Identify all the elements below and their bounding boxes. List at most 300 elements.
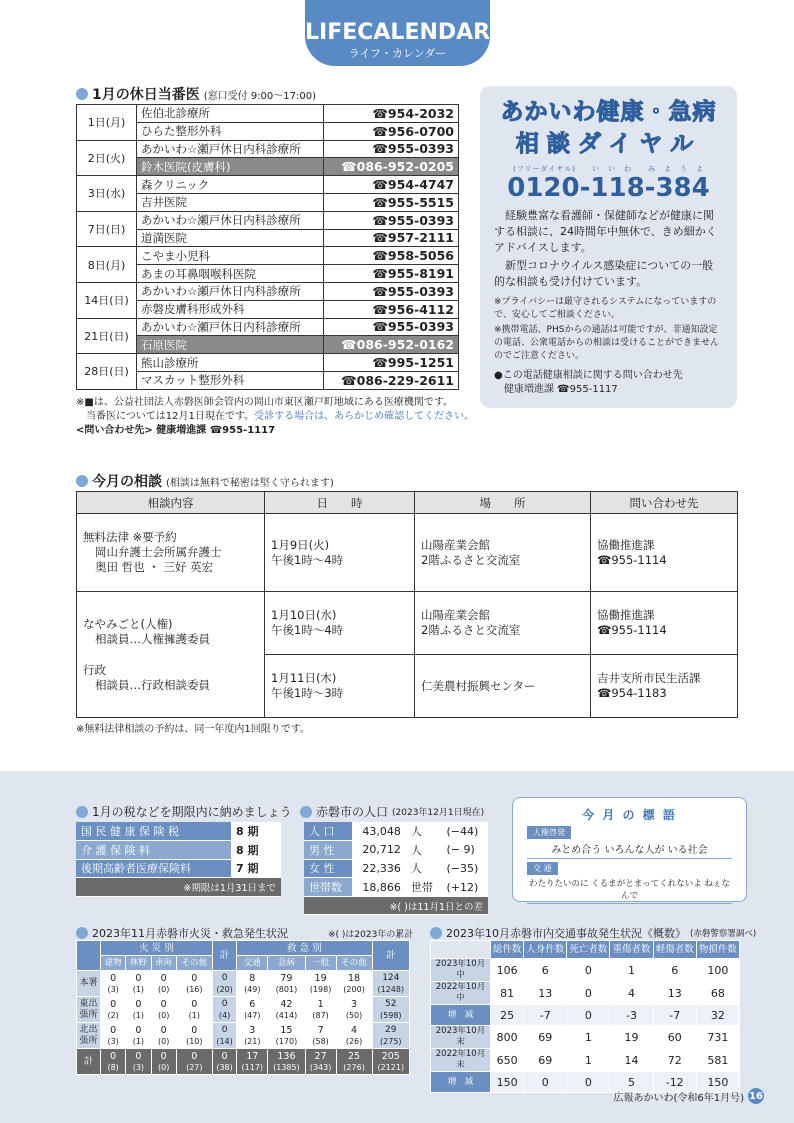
fire-cell bbox=[372, 971, 409, 997]
fire-cell-value: 0 bbox=[135, 1050, 142, 1062]
fire-cell-value: 0 bbox=[135, 972, 142, 984]
traffic-cell: 60 bbox=[653, 1026, 696, 1049]
holiday-row bbox=[77, 140, 459, 158]
consult-text: 協働推進課 bbox=[597, 537, 655, 552]
holiday-subtitle: (窓口受付 9:00〜17:00) bbox=[203, 90, 317, 102]
holiday-tel: ☎995-1251 bbox=[323, 354, 458, 372]
fire-cell-cumulative: (2) bbox=[107, 1010, 119, 1020]
fire-cell-cumulative: (26) bbox=[345, 1036, 363, 1046]
holiday-tel: ☎955-8191 bbox=[323, 265, 458, 283]
traffic-row-label: 増 減 bbox=[431, 1072, 491, 1093]
fire-cell-value: 0 bbox=[160, 998, 167, 1010]
fire-cell-value: 29 bbox=[385, 1024, 397, 1035]
dial-note-2: ※携帯電話、PHSからの通話は可能ですが、非通知設定の電話、公衆電話からの相談は受けることができませんのでご注意ください。 bbox=[494, 325, 720, 361]
fire-cell bbox=[101, 1049, 126, 1075]
fire-row bbox=[77, 1023, 410, 1049]
dial-paragraph-2: 新型コロナウイルス感染症についての一般的な相談も受け付けています。 bbox=[494, 259, 714, 288]
consult-text: なやみごと(人権) bbox=[83, 616, 173, 631]
consult-header: 日 時 bbox=[265, 492, 415, 514]
slogan-tag-2: 交 通 bbox=[527, 862, 558, 875]
fire-cell-cumulative: (1) bbox=[132, 1036, 145, 1046]
ambulance-col-header: 交通 bbox=[237, 956, 268, 971]
population-subtitle: (2023年12月1日現在) bbox=[392, 808, 485, 818]
slogan-text-1: みとめ合う いろんな人が いる社会 bbox=[527, 841, 732, 859]
traffic-cell: 32 bbox=[696, 1005, 739, 1026]
population-num: 18,866 bbox=[352, 878, 406, 897]
fire-cell bbox=[126, 1023, 151, 1049]
traffic-cell: 150 bbox=[491, 1072, 524, 1093]
fire-cell-cumulative: (343) bbox=[309, 1062, 332, 1072]
holiday-clinic: 石原医院 bbox=[137, 336, 324, 354]
fire-cell bbox=[237, 1049, 268, 1075]
fire-cell-value: 0 bbox=[221, 1024, 228, 1035]
holiday-clinic: 道満医院 bbox=[137, 229, 324, 247]
fire-cell bbox=[126, 971, 151, 997]
dial-heading bbox=[494, 96, 723, 160]
holiday-day: 7日(日) bbox=[77, 211, 137, 247]
dial-number: 0120-118-384 bbox=[507, 173, 710, 203]
consult-text: 1月11日(木) bbox=[271, 671, 337, 685]
holiday-note-2a: 当番医については12月1日現在です。 bbox=[86, 411, 255, 422]
bullet-icon bbox=[430, 927, 442, 939]
fire-cell bbox=[151, 1023, 176, 1049]
tax-note: ※期限は1月31日まで bbox=[76, 878, 281, 897]
consult-table bbox=[76, 491, 738, 718]
consult-text: 山陽産業会館 bbox=[421, 608, 490, 622]
traffic-header-row bbox=[431, 941, 740, 959]
page-footer bbox=[613, 1088, 764, 1104]
population-label: 女 性 bbox=[304, 859, 352, 878]
consult-header: 場 所 bbox=[415, 492, 591, 514]
fire-cell-cumulative: (598) bbox=[380, 1010, 402, 1020]
traffic-cell: 0 bbox=[567, 959, 610, 982]
consult-row bbox=[77, 514, 738, 592]
holiday-row bbox=[77, 176, 459, 194]
holiday-clinic: 吉井医院 bbox=[137, 193, 324, 211]
consult-text: ☎954-1183 bbox=[597, 686, 667, 700]
holiday-tel: ☎955-5515 bbox=[323, 193, 458, 211]
traffic-cell: 14 bbox=[610, 1049, 653, 1072]
fire-cell-cumulative: (49) bbox=[244, 984, 261, 994]
traffic-table bbox=[430, 940, 740, 1093]
fire-row-label: 東出張所 bbox=[77, 997, 101, 1023]
traffic-row bbox=[431, 982, 740, 1005]
population-unit: 人 bbox=[406, 822, 442, 841]
traffic-cell: 1 bbox=[567, 1026, 610, 1049]
fire-cell bbox=[126, 997, 151, 1023]
population-unit: 人 bbox=[406, 841, 442, 860]
fire-cell-cumulative: (21) bbox=[244, 1036, 261, 1046]
holiday-clinic: マスカット整形外科 bbox=[137, 371, 324, 389]
traffic-title bbox=[430, 925, 756, 941]
header-tab bbox=[305, 0, 490, 66]
fire-cell-cumulative: (3) bbox=[107, 984, 119, 994]
consult-contact bbox=[591, 592, 738, 655]
consult-text: 行政 bbox=[83, 662, 106, 677]
slogan-title: 今 月 の 標 語 bbox=[582, 808, 677, 822]
traffic-cell: 0 bbox=[567, 1005, 610, 1026]
consult-place bbox=[415, 514, 591, 592]
tax-value: 8 期 bbox=[231, 841, 281, 860]
traffic-cell: 1 bbox=[567, 1049, 610, 1072]
consult-text: 2階ふるさと交流室 bbox=[421, 552, 521, 567]
fire-cell bbox=[336, 997, 372, 1023]
fire-cell-value: 136 bbox=[277, 1050, 296, 1062]
consult-text: ☎955-1114 bbox=[597, 552, 667, 567]
fire-cell-value: 3 bbox=[351, 998, 358, 1010]
consult-contact bbox=[591, 655, 738, 718]
population-row bbox=[304, 878, 488, 897]
consult-text: 午後1時〜3時 bbox=[271, 686, 344, 700]
dial-inquiry bbox=[494, 369, 723, 397]
traffic-row bbox=[431, 1026, 740, 1049]
traffic-cell: 13 bbox=[653, 982, 696, 1005]
bullet-icon bbox=[76, 475, 88, 487]
traffic-row-label: 2023年10月末 bbox=[431, 1026, 491, 1049]
holiday-clinic: あかいわ☆瀬戸休日内科診療所 bbox=[137, 140, 324, 158]
fire-cell bbox=[212, 997, 237, 1023]
holiday-clinic: こやま小児科 bbox=[137, 247, 324, 265]
fire-cell-value: 1 bbox=[317, 998, 324, 1010]
dial-inquiry-2: 健康増進課 ☎955-1117 bbox=[504, 384, 618, 395]
traffic-cell: 0 bbox=[524, 1072, 567, 1093]
traffic-cell: 731 bbox=[696, 1026, 739, 1049]
fire-cell bbox=[268, 1049, 305, 1075]
traffic-col-header: 人身件数 bbox=[524, 941, 567, 959]
holiday-clinic: ひらた整形外科 bbox=[137, 122, 324, 140]
traffic-cell: 19 bbox=[610, 1026, 653, 1049]
traffic-cell: 13 bbox=[524, 982, 567, 1005]
consult-datetime bbox=[265, 592, 415, 655]
fire-cell-cumulative: (0) bbox=[157, 1036, 170, 1046]
consult-title-text: 今月の相談 bbox=[92, 474, 162, 490]
holiday-clinic: あかいわ☆瀬戸休日内科診療所 bbox=[137, 318, 324, 336]
traffic-cell: 72 bbox=[653, 1049, 696, 1072]
consult-row bbox=[77, 592, 738, 655]
traffic-cell: 4 bbox=[610, 982, 653, 1005]
holiday-tel: ☎086-952-0205 bbox=[323, 158, 458, 176]
fire-cell-cumulative: (38) bbox=[216, 1062, 233, 1072]
fire-cell-cumulative: (1) bbox=[188, 1010, 200, 1020]
ambulance-group: 救 急 別 bbox=[237, 941, 372, 956]
traffic-row-label: 2022年10月中 bbox=[431, 982, 491, 1005]
slogan-box bbox=[512, 797, 747, 902]
fire-cell bbox=[212, 971, 237, 997]
holiday-clinic: 佐伯北診療所 bbox=[137, 105, 324, 123]
population-row bbox=[304, 822, 488, 841]
consult-text: ☎955-1114 bbox=[597, 623, 667, 637]
holiday-row bbox=[77, 318, 459, 336]
holiday-tel: ☎955-0393 bbox=[323, 318, 458, 336]
fire-cell bbox=[101, 997, 126, 1023]
holiday-table bbox=[76, 104, 459, 390]
fire-cell bbox=[237, 971, 268, 997]
holiday-tel: ☎956-0700 bbox=[323, 122, 458, 140]
traffic-cell: 68 bbox=[696, 982, 739, 1005]
traffic-cell: -3 bbox=[610, 1005, 653, 1026]
fire-cell-cumulative: (14) bbox=[216, 1036, 233, 1046]
traffic-cell: -7 bbox=[524, 1005, 567, 1026]
holiday-tel: ☎086-229-2611 bbox=[323, 371, 458, 389]
consult-text: 1月9日(火) bbox=[271, 537, 330, 552]
population-label: 世帯数 bbox=[304, 878, 352, 897]
fire-cell bbox=[176, 1049, 212, 1075]
fire-cell-cumulative: (58) bbox=[312, 1036, 329, 1046]
fire-cell-cumulative: (0) bbox=[157, 984, 170, 994]
fire-cell-value: 17 bbox=[246, 1050, 259, 1062]
tax-label: 後期高齢者医療保険料 bbox=[76, 859, 231, 878]
fire-cell-value: 42 bbox=[280, 998, 293, 1010]
fire-subheader-row bbox=[77, 956, 410, 971]
holiday-clinic: あかいわ☆瀬戸休日内科診療所 bbox=[137, 282, 324, 300]
holiday-row bbox=[77, 211, 459, 229]
fire-cell-cumulative: (0) bbox=[157, 1062, 170, 1072]
fire-cell-value: 0 bbox=[221, 1050, 228, 1062]
fire-col-header: 車両 bbox=[151, 956, 176, 971]
tax-title bbox=[76, 803, 292, 820]
health-dial-box bbox=[480, 86, 737, 408]
traffic-cell: 6 bbox=[653, 959, 696, 982]
fire-cell-value: 0 bbox=[191, 972, 198, 984]
fire-cell-value: 0 bbox=[110, 1024, 117, 1036]
traffic-col-header: 物損件数 bbox=[696, 941, 739, 959]
holiday-clinic: 熊山診療所 bbox=[137, 354, 324, 372]
fire-cell-value: 4 bbox=[351, 1024, 358, 1036]
fire-cell-value: 0 bbox=[135, 998, 142, 1010]
fire-cell bbox=[101, 1023, 126, 1049]
page-number: 16 bbox=[748, 1088, 764, 1104]
holiday-note-1: ※■は、公益社団法人赤磐医師会管内の岡山市東区瀬戸町地域にある医療機関です。 bbox=[76, 397, 454, 408]
holiday-contact: <問い合わせ先> 健康増進課 ☎955-1117 bbox=[76, 425, 276, 436]
fire-cell bbox=[372, 997, 409, 1023]
fire-cell-cumulative: (200) bbox=[343, 984, 365, 994]
consult-text: 岡山弁護士会所属弁護士 bbox=[95, 545, 222, 559]
holiday-tel: ☎954-2032 bbox=[323, 105, 458, 123]
holiday-tel: ☎958-5056 bbox=[323, 247, 458, 265]
holiday-tel: ☎954-4747 bbox=[323, 176, 458, 194]
slogan-text-2: わたりたいのに くるまがとまってくれないよ ねぇなんで bbox=[527, 877, 732, 904]
traffic-cell: 106 bbox=[491, 959, 524, 982]
fire-cell bbox=[176, 1023, 212, 1049]
fire-corner bbox=[77, 941, 101, 971]
fire-cell-cumulative: (1385) bbox=[273, 1062, 300, 1072]
consult-text: 相談員…行政相談委員 bbox=[95, 677, 210, 692]
dial-inquiry-1: ●この電話健康相談に関する問い合わせ先 bbox=[494, 370, 683, 381]
fire-col-header: 建物 bbox=[101, 956, 126, 971]
fire-cell-value: 7 bbox=[317, 1024, 324, 1036]
fire-cell-value: 0 bbox=[221, 998, 228, 1009]
bullet-icon bbox=[300, 806, 312, 818]
fire-cell-cumulative: (16) bbox=[186, 984, 203, 994]
fire-cell bbox=[336, 1049, 372, 1075]
traffic-row bbox=[431, 959, 740, 982]
consult-datetime bbox=[265, 655, 415, 718]
fire-cell-cumulative: (4) bbox=[218, 1010, 231, 1020]
dial-heading-2: 相談ダイヤル bbox=[515, 131, 702, 157]
fire-cell bbox=[101, 971, 126, 997]
population-unit: 世帯 bbox=[406, 878, 442, 897]
consult-title bbox=[76, 471, 334, 491]
fire-cell-value: 0 bbox=[110, 998, 117, 1010]
population-note-row bbox=[304, 896, 488, 915]
consult-content bbox=[77, 592, 265, 718]
fire-cell-value: 15 bbox=[280, 1024, 293, 1036]
fire-cell-value: 8 bbox=[249, 972, 256, 984]
tax-table bbox=[76, 822, 281, 897]
holiday-note-2 bbox=[76, 410, 474, 424]
traffic-row bbox=[431, 1049, 740, 1072]
population-label: 男 性 bbox=[304, 841, 352, 860]
fire-title bbox=[76, 925, 413, 941]
fire-cell-value: 0 bbox=[160, 1024, 167, 1036]
holiday-notes bbox=[76, 396, 474, 438]
traffic-col-header: 総件数 bbox=[491, 941, 524, 959]
consult-content bbox=[77, 514, 265, 592]
fire-row bbox=[77, 1049, 410, 1075]
traffic-cell: 25 bbox=[491, 1005, 524, 1026]
holiday-tel: ☎955-0393 bbox=[323, 140, 458, 158]
traffic-cell: 6 bbox=[524, 959, 567, 982]
population-num: 20,712 bbox=[352, 841, 406, 860]
tax-label: 介 護 保 険 料 bbox=[76, 841, 231, 860]
consult-text: 吉井支所市民生活課 bbox=[597, 671, 701, 685]
dial-ruby: (フリーダイヤル) い い わ み よ う よ bbox=[513, 165, 704, 173]
fire-cell bbox=[336, 1023, 372, 1049]
fire-cell-cumulative: (20) bbox=[216, 984, 233, 994]
holiday-tel: ☎957-2111 bbox=[323, 229, 458, 247]
fire-cell-value: 25 bbox=[348, 1050, 361, 1062]
fire-cell bbox=[151, 997, 176, 1023]
fire-cell bbox=[305, 1049, 336, 1075]
population-table bbox=[304, 822, 488, 915]
fire-cell bbox=[176, 997, 212, 1023]
tax-row bbox=[76, 822, 281, 841]
fire-cell-value: 0 bbox=[110, 972, 117, 984]
fire-cell-cumulative: (3) bbox=[107, 1036, 119, 1046]
fire-cell-value: 0 bbox=[135, 1024, 142, 1036]
fire-cell-value: 18 bbox=[348, 972, 361, 984]
tax-value: 7 期 bbox=[231, 859, 281, 878]
fire-row-label: 本署 bbox=[77, 971, 101, 997]
traffic-row-label: 2023年10月中 bbox=[431, 959, 491, 982]
consult-note: ※無料法律相談の予約は、同一年度内1回限りです。 bbox=[76, 724, 310, 735]
consult-header: 相談内容 bbox=[77, 492, 265, 514]
holiday-tel: ☎956-4112 bbox=[323, 300, 458, 318]
traffic-cell: 81 bbox=[491, 982, 524, 1005]
fire-row-label: 北出張所 bbox=[77, 1023, 101, 1049]
fire-cell-cumulative: (8) bbox=[107, 1062, 119, 1072]
population-unit: 人 bbox=[406, 859, 442, 878]
header-title: LIFECALENDAR bbox=[305, 20, 491, 45]
holiday-clinic: 鈴木医院(皮膚科) bbox=[137, 158, 324, 176]
fire-cell-cumulative: (10) bbox=[186, 1036, 203, 1046]
traffic-cell: 0 bbox=[567, 1072, 610, 1093]
fire-total-header: 計 bbox=[212, 941, 237, 971]
fire-cell bbox=[151, 1049, 176, 1075]
fire-title-text: 2023年11月赤磐市火災・救急発生状況 bbox=[92, 927, 288, 940]
population-num: 43,048 bbox=[352, 822, 406, 841]
fire-cell bbox=[305, 1023, 336, 1049]
ambulance-total-header: 計 bbox=[372, 941, 409, 971]
holiday-day: 28日(日) bbox=[77, 354, 137, 390]
fire-cell bbox=[336, 971, 372, 997]
fire-cell-value: 0 bbox=[221, 972, 228, 983]
ambulance-col-header: 一般 bbox=[305, 956, 336, 971]
fire-cell-value: 27 bbox=[314, 1050, 327, 1062]
tax-row bbox=[76, 859, 281, 878]
dial-paragraph-1: 経験豊富な看護師・保健師などが健康に関する相談に、24時間年中無休で、きめ細かくアドバイスします。 bbox=[494, 209, 717, 254]
traffic-row-label: 2022年10月末 bbox=[431, 1049, 491, 1072]
holiday-day: 8日(月) bbox=[77, 247, 137, 283]
holiday-tel: ☎086-952-0162 bbox=[323, 336, 458, 354]
traffic-row-label: 増 減 bbox=[431, 1005, 491, 1026]
consult-text: 午後1時〜4時 bbox=[271, 623, 344, 637]
traffic-cell: 1 bbox=[610, 959, 653, 982]
tax-label: 国 民 健 康 保 険 税 bbox=[76, 822, 231, 841]
fire-row bbox=[77, 971, 410, 997]
consult-datetime bbox=[265, 514, 415, 592]
fire-cell-cumulative: (1) bbox=[132, 1010, 145, 1020]
population-diff: (+12) bbox=[441, 878, 488, 897]
population-diff: (−35) bbox=[441, 859, 488, 878]
traffic-row bbox=[431, 1005, 740, 1026]
fire-group: 火 災 別 bbox=[101, 941, 213, 956]
consult-text: 相談員…人権擁護委員 bbox=[95, 631, 210, 646]
holiday-tel: ☎955-0393 bbox=[323, 211, 458, 229]
header-subtitle: ライフ・カレンダー bbox=[348, 47, 447, 60]
holiday-day: 2日(火) bbox=[77, 140, 137, 176]
fire-row bbox=[77, 997, 410, 1023]
population-diff: (− 9) bbox=[441, 841, 488, 860]
fire-cell-value: 0 bbox=[160, 1050, 167, 1062]
fire-cell-cumulative: (170) bbox=[275, 1036, 298, 1046]
holiday-day: 3日(水) bbox=[77, 176, 137, 212]
consult-subtitle: (相談は無料で秘密は堅く守られます) bbox=[166, 477, 334, 489]
consult-text: 奥田 哲也 ・ 三好 英宏 bbox=[95, 560, 214, 574]
fire-cell-value: 205 bbox=[381, 1050, 400, 1062]
fire-cell-cumulative: (27) bbox=[186, 1062, 203, 1072]
consult-header: 問い合わせ先 bbox=[591, 492, 738, 514]
traffic-cell: 100 bbox=[696, 959, 739, 982]
fire-cell-value: 0 bbox=[191, 1050, 198, 1062]
consult-text: 午後1時〜4時 bbox=[271, 552, 344, 567]
traffic-cell: 0 bbox=[567, 982, 610, 1005]
dial-heading-1: あかいわ健康・急病 bbox=[500, 99, 717, 125]
holiday-note-2b: 受診する場合は、あらかじめ確認してください。 bbox=[254, 411, 475, 422]
tax-title-text: 1月の税などを期限内に納めましょう bbox=[92, 805, 292, 819]
fire-cell-cumulative: (0) bbox=[157, 1010, 170, 1020]
fire-cell-value: 0 bbox=[110, 1050, 117, 1062]
dial-note-1: ※プライバシーは厳守されるシステムになっていますので、安心してご相談ください。 bbox=[494, 297, 717, 320]
fire-cell bbox=[268, 997, 305, 1023]
consult-text: 1月10日(水) bbox=[271, 608, 337, 622]
holiday-day: 1日(月) bbox=[77, 105, 137, 141]
bullet-icon bbox=[76, 806, 88, 818]
traffic-cell: 800 bbox=[491, 1026, 524, 1049]
holiday-row bbox=[77, 247, 459, 265]
fire-cell-value: 6 bbox=[249, 998, 256, 1010]
ambulance-col-header: その他 bbox=[336, 956, 372, 971]
fire-cell bbox=[212, 1023, 237, 1049]
fire-cell-cumulative: (3) bbox=[132, 1062, 145, 1072]
fire-cell bbox=[305, 997, 336, 1023]
consult-text: 無料法律 ※要予約 bbox=[83, 530, 177, 544]
fire-col-header: その他 bbox=[176, 956, 212, 971]
holiday-clinic: あかいわ☆瀬戸休日内科診療所 bbox=[137, 211, 324, 229]
traffic-subtitle: (赤磐警察署調べ) bbox=[690, 929, 757, 939]
traffic-cell: 150 bbox=[696, 1072, 739, 1093]
fire-cell-value: 0 bbox=[191, 1024, 198, 1036]
